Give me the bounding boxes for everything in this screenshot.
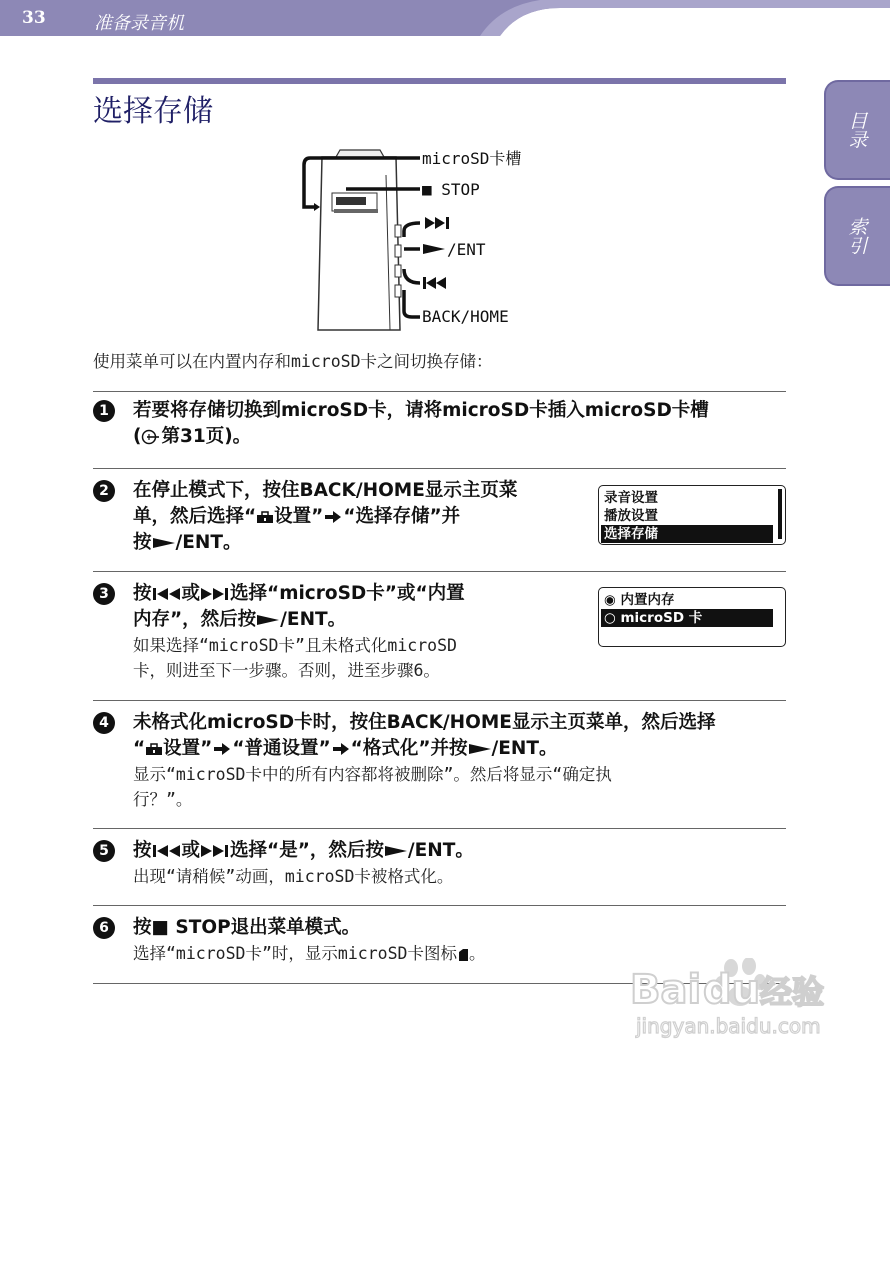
step-note: 选择“microSD卡”时，显示microSD卡图标 。	[133, 944, 486, 963]
page-title: 选择存储	[93, 94, 213, 129]
step-number: 4	[93, 712, 115, 734]
prev-icon	[423, 277, 426, 289]
next-icon	[425, 217, 445, 229]
section-title: 准备录音机	[94, 13, 184, 34]
menu-row-selected: ○ microSD 卡	[601, 609, 773, 627]
tab-contents[interactable]	[824, 80, 890, 180]
watermark-brand: Bai	[630, 967, 702, 1013]
reference-hand-icon	[141, 429, 161, 445]
step-text: 若要将存储切换到microSD卡，请将microSD卡插入microSD卡槽 ( 第31页)。	[133, 400, 709, 447]
menu-row: 播放设置	[604, 508, 658, 524]
arrow-right-icon	[212, 742, 232, 756]
tab-contents-label: 目录	[845, 111, 868, 149]
menu-row: ◉ 内置内存	[604, 592, 675, 608]
step-number: 5	[93, 840, 115, 862]
step-number: 2	[93, 480, 115, 502]
step-text: 按■ STOP退出菜单模式。	[133, 917, 361, 938]
watermark-cn: 经验	[760, 973, 825, 1011]
menu-row: 录音设置	[604, 490, 658, 506]
step-number: 6	[93, 917, 115, 939]
baidu-watermark	[628, 958, 848, 1248]
recorder-illustration	[300, 145, 540, 335]
watermark-brand2: du	[703, 967, 761, 1013]
play-icon	[384, 844, 408, 858]
next-icon	[200, 587, 230, 601]
watermark-url: jingyan.baidu.com	[636, 1014, 821, 1038]
page-number: 33	[22, 8, 46, 28]
menu-screen-2	[598, 587, 786, 647]
prev-icon	[152, 587, 182, 601]
step-note: 显示“microSD卡中的所有内容都将被删除”。然后将显示“确定执 行？”。	[133, 765, 612, 809]
back-home-label: BACK/HOME	[422, 307, 509, 326]
play-icon	[256, 613, 280, 627]
prev-icon	[152, 844, 182, 858]
step-text: 按 或 选择“microSD卡”或“内置 内存”，然后按 /ENT。	[133, 583, 465, 630]
title-rule	[93, 78, 786, 84]
divider	[93, 905, 786, 906]
step-note: 如果选择“microSD卡”且未格式化microSD 卡，则进至下一步骤。否则，进至步骤6。	[133, 636, 457, 680]
menu-screen-1	[598, 485, 786, 545]
page-header	[0, 0, 890, 36]
divider	[93, 468, 786, 469]
play-icon	[468, 742, 492, 756]
toolbox-icon	[145, 742, 163, 756]
tab-index[interactable]	[824, 186, 890, 286]
divider	[93, 391, 786, 392]
divider	[93, 700, 786, 701]
arrow-right-icon	[323, 510, 343, 524]
tab-index-label: 索引	[845, 217, 868, 255]
play-icon	[152, 536, 176, 550]
microsd-card-icon	[457, 948, 469, 962]
step-number: 1	[93, 400, 115, 422]
step-number: 3	[93, 583, 115, 605]
step-text: 按 或 选择“是”，然后按 /ENT。	[133, 840, 474, 861]
divider	[93, 571, 786, 572]
slot-label: microSD卡槽	[422, 149, 522, 168]
divider	[93, 828, 786, 829]
next-icon	[200, 844, 230, 858]
step-text: 未格式化microSD卡时，按住BACK/HOME显示主页菜单，然后选择 “ 设置” “普通设置” “格式化”并按 /ENT。	[133, 712, 716, 759]
scrollbar	[778, 489, 782, 539]
arrow-right-icon	[331, 742, 351, 756]
play-icon	[423, 244, 445, 254]
stop-label: ■ STOP	[422, 180, 480, 199]
intro-text: 使用菜单可以在内置内存和microSD卡之间切换存储：	[93, 352, 493, 371]
menu-row-selected: 选择存储	[601, 525, 773, 543]
toolbox-icon	[256, 510, 274, 524]
step-text: 在停止模式下，按住BACK/HOME显示主页菜 单，然后选择“ 设置” “选择存储”并 按 /ENT。	[133, 480, 518, 553]
ent-label: /ENT	[447, 240, 486, 259]
step-note: 出现“请稍候”动画，microSD卡被格式化。	[133, 867, 454, 886]
